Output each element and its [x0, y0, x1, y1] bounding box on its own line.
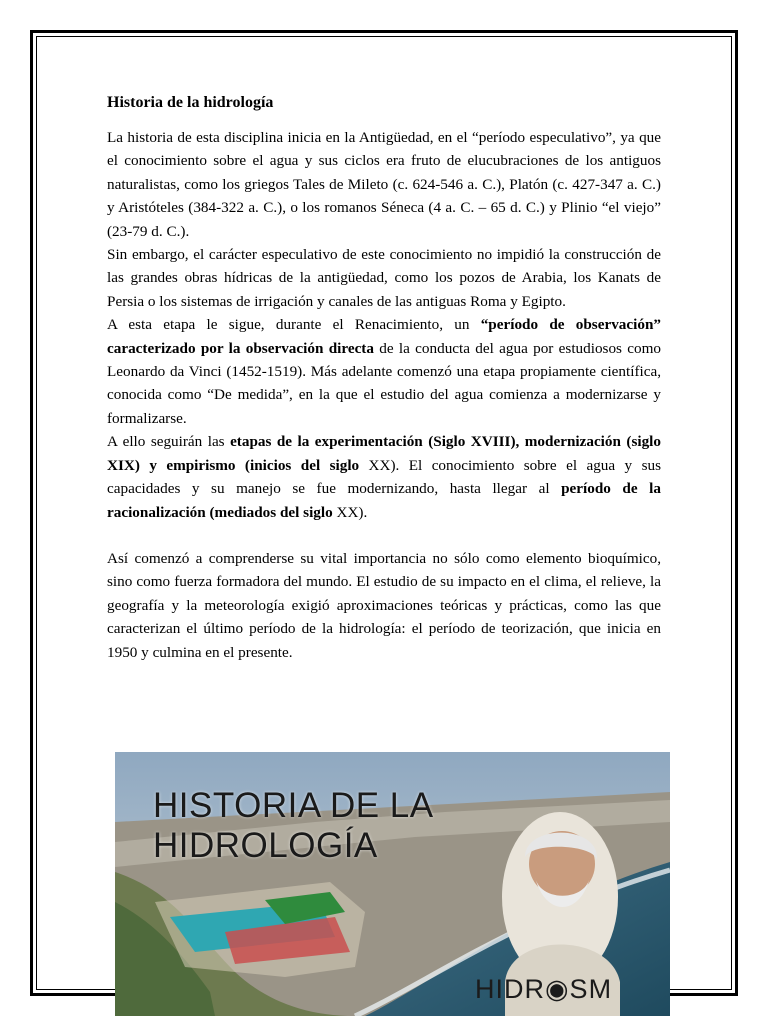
- banner-image: [115, 752, 670, 1016]
- document-body: [107, 92, 661, 664]
- paragraph-1: La historia de esta disciplina inicia en la Antigüedad, en el “período especulativo”, ya que el conocimiento sobre el agua y sus ciclos era fruto de elucubraciones de los antiguos naturalistas, como los griegos Tales de Mileto (c. 624-546 a. C.), Platón (c. 427-347 a. C.) y Aristóteles (384-322 a. C.), o los romanos Séneca (4 a. C. – 65 d. C.) y Plinio “el viejo” (23-79 d. C.).: [107, 129, 661, 240]
- paragraph-spacer: [107, 524, 661, 547]
- paragraph-4-text-c: XX). El conocimiento sobre el agua y sus capacidades y su manejo se fue modernizando, hasta llegar al: [107, 456, 661, 498]
- page-title: Historia de la hidrología: [107, 94, 274, 111]
- paragraph-3-bold: “período de observación” caracterizado por la observación directa: [107, 316, 661, 357]
- paragraph-5: Así comenzó a comprenderse su vital importancia no sólo como elemento bioquímico, sino como fuerza formadora del mundo. El estudio de su impacto en el clima, el relieve, la geografía y la meteorología exigió aproximaciones teóricas y prácticas, como las que caracterizan el último período de la hidrología: el período de teorización, que inicia en 1950 y culmina en el presente.: [107, 549, 661, 661]
- banner-title: [153, 786, 434, 866]
- paragraph-3-text-a: A esta etapa le sigue, durante el Renacimiento, un: [107, 316, 481, 334]
- paragraph-4: [107, 430, 661, 524]
- paragraph-4-bold-d: período de la racionalización (mediados del siglo: [107, 480, 661, 521]
- banner-title-line1: HISTORIA DE LA: [153, 786, 434, 825]
- paragraph-4-text-a: A ello seguirán las: [107, 433, 231, 451]
- paragraph-4-text-e: XX).: [332, 503, 368, 521]
- paragraph-3: [107, 313, 661, 430]
- paragraph-4-bold-b: etapas de la experimentación (Siglo XVIII), modernización (siglo XIX) y empirismo (inicios del siglo: [107, 433, 661, 474]
- paragraph-2: Sin embargo, el carácter especulativo de este conocimiento no impidió la construcción de las grandes obras hídricas de la antigüedad, como los pozos de Arabia, los Kanats de Persia o los sistemas de irrigación y canales de las antiguas Roma y Egipto.: [107, 246, 661, 310]
- paragraph-3-text-c: de la conducta del agua por estudiosos como Leonardo da Vinci (1452-1519). Más adelante comenzó una etapa propiamente científica, conocida como “De medida”, en la que el estudio del agua comienza a modernizarse y formalizarse.: [107, 339, 661, 427]
- banner-title-line2: HIDROLOGÍA: [153, 826, 378, 865]
- banner-logo: HIDR◉SM: [475, 974, 613, 1004]
